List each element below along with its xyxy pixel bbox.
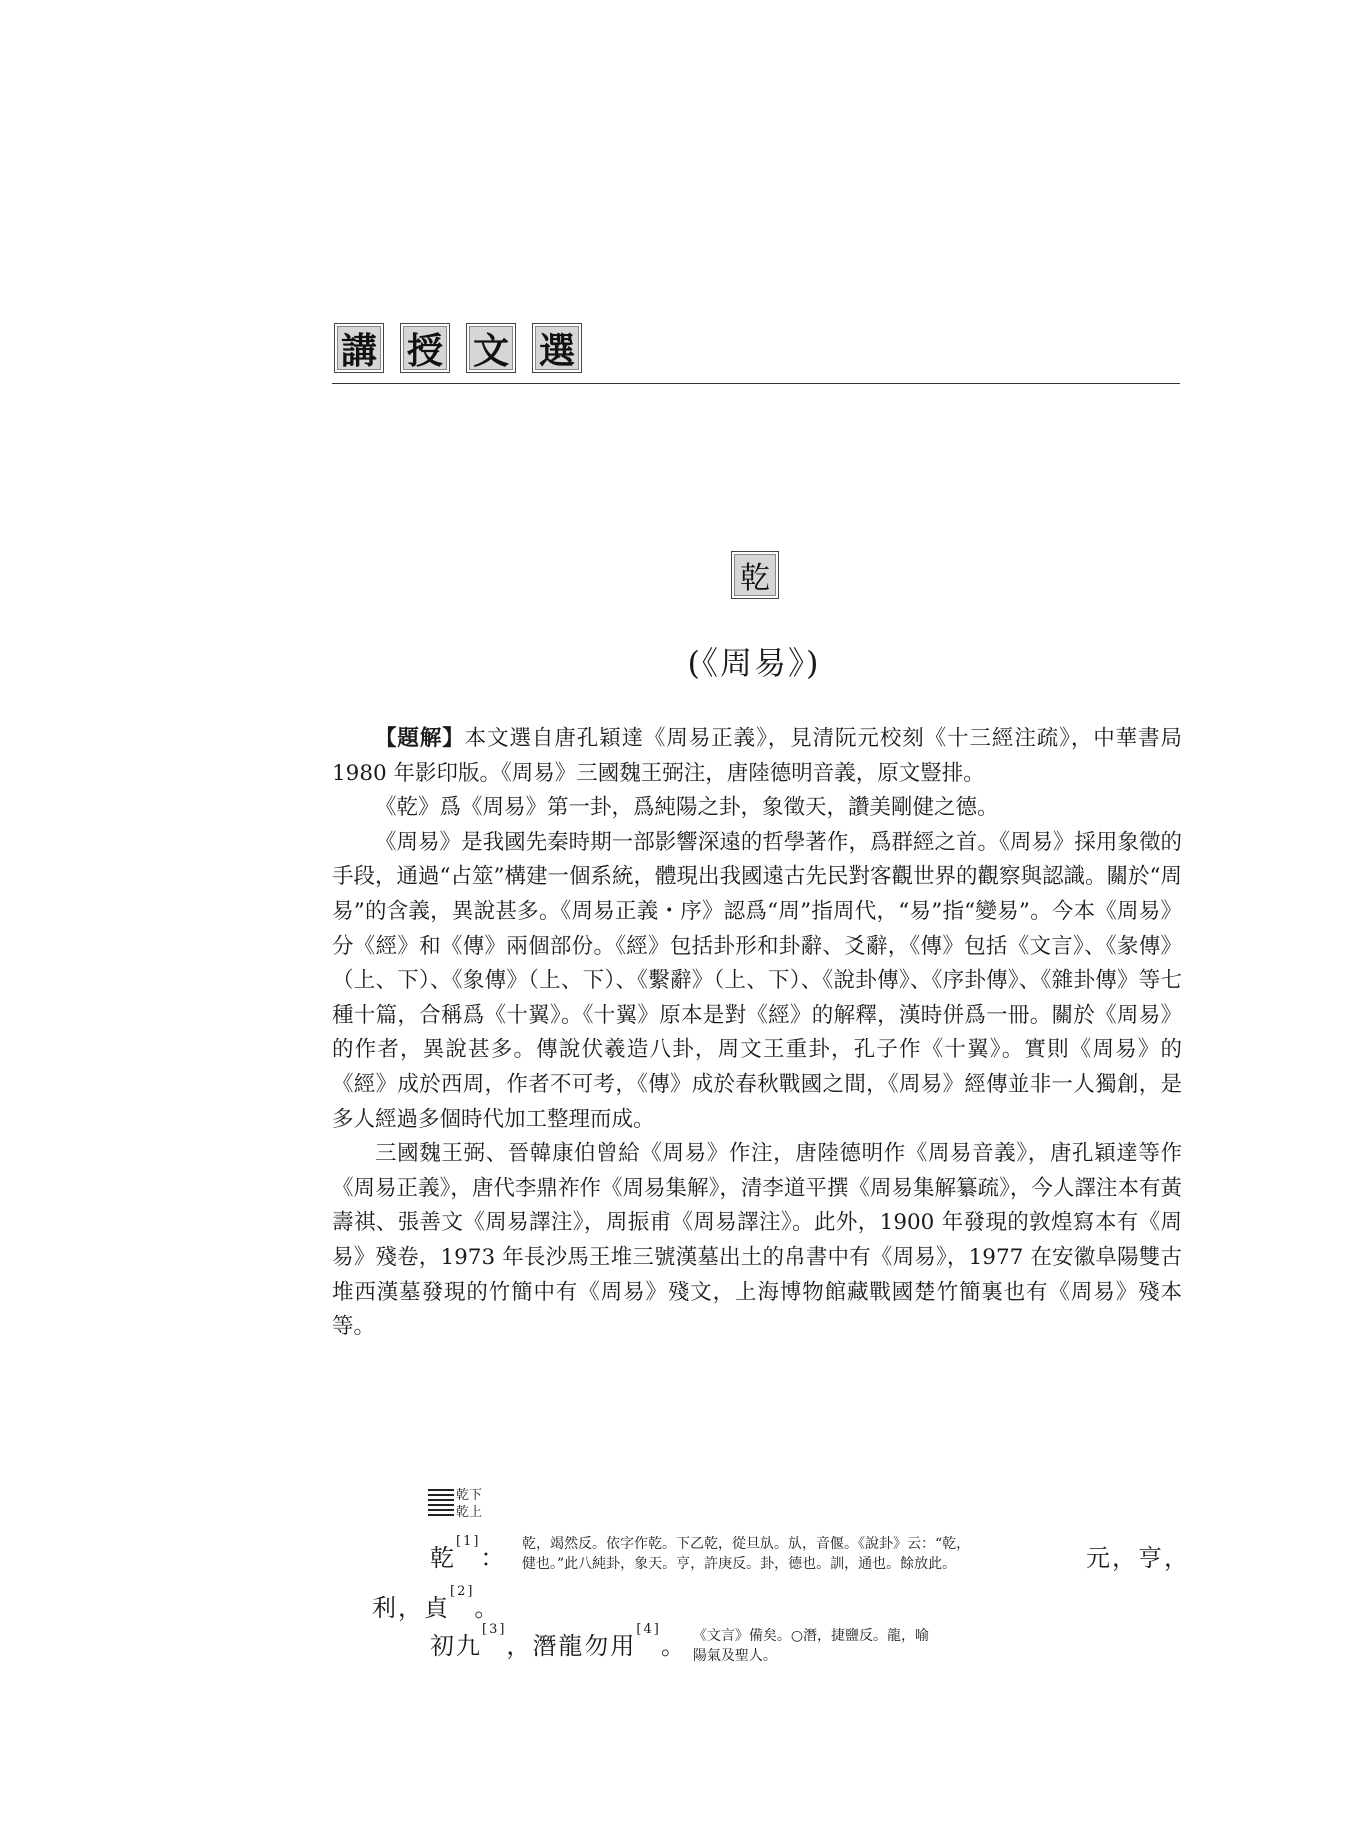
page-title: 乾 (731, 551, 779, 599)
yuan-heng: 元，亨， (1086, 1544, 1190, 1572)
li-zhen: 利，貞 (372, 1594, 450, 1622)
qianlong: ，潛龍勿用 (506, 1632, 637, 1660)
chujiu-text (430, 1622, 687, 1661)
header-char: 講 (334, 323, 384, 373)
section-header (334, 323, 582, 373)
trigram-labels (456, 1487, 482, 1521)
qian-char: 乾 (430, 1544, 456, 1572)
qianlong-end: 。 (660, 1632, 687, 1660)
body-text (332, 722, 1182, 1345)
classic-line-qian (430, 1534, 1190, 1578)
commentary-note: 《文言》備矣。○潛，捷鹽反。龍，喻陽氣及聖人。 (692, 1628, 930, 1664)
footnote-ref: [3] (482, 1622, 507, 1637)
paragraph-intro (332, 722, 1182, 791)
lower-trigram-label: 乾下 (456, 1488, 483, 1503)
classic-line-chujiu (430, 1622, 933, 1666)
page-subtitle: (《周易》) (687, 644, 821, 682)
paragraph: 三國魏王弼、晉韓康伯曾給《周易》作注，唐陸德明作《周易音義》，唐孔穎達等作《周易正義》，唐代李鼎祚作《周易集解》，清李道平撰《周易集解纂疏》，今人譯注本有黃壽祺、張善文《周易譯注》，周振甫《周易譯注》。此外，1900 年發現的敦煌寫本有《周易》殘卷，1973 年長沙馬王堆三號漢墓出土的帛書中有《周易》，1977 在安徽阜陽雙古堆西漢墓發現的竹簡中有《周易》殘文，上海博物館藏戰國楚竹簡裏也有《周易》殘本等。 (332, 1141, 1182, 1340)
qian-head (430, 1534, 507, 1573)
li-zhen-end: 。 (474, 1594, 501, 1622)
footnote-ref: [1] (456, 1534, 481, 1549)
header-divider (332, 383, 1180, 384)
classic-line-li (372, 1584, 501, 1623)
chujiu: 初九 (430, 1632, 482, 1660)
upper-trigram-label: 乾上 (456, 1505, 483, 1520)
footnote-ref: [2] (450, 1584, 475, 1599)
hexagram (428, 1487, 482, 1521)
header-char: 選 (532, 323, 582, 373)
header-char: 文 (466, 323, 516, 373)
intro-label: 【題解】 (375, 726, 465, 751)
commentary-note: 乾，竭然反。依字作乾。下乙乾，從旦㫃。㫃，音偃。《說卦》云：“乾，健也。”此八純卦，象天。亨，許庚反。卦，德也。訓，通也。餘放此。 (522, 1536, 971, 1572)
footnote-ref: [4] (636, 1622, 661, 1637)
intro-text: 本文選自唐孔穎達《周易正義》，見清阮元校刻《十三經注疏》，中華書局 1980 年影印版。《周易》三國魏王弼注，唐陸德明音義，原文豎排。 (332, 726, 1182, 786)
qian-colon: ： (480, 1544, 507, 1572)
paragraph: 《周易》是我國先秦時期一部影響深遠的哲學著作，爲群經之首。《周易》採用象徵的手段，通過“占筮”構建一個系統，體現出我國遠古先民對客觀世界的觀察與認識。關於“周易”的含義，異說甚多。《周易正義・序》認爲“周”指周代，“易”指“變易”。今本《周易》分《經》和《傳》兩個部份。《經》包括卦形和卦辭、爻辭，《傳》包括《文言》、《彖傳》（上、下）、《象傳》（上、下）、《繫辭》（上、下）、《說卦傳》、《序卦傳》、《雜卦傳》等七種十篇，合稱爲《十翼》。《十翼》原本是對《經》的解釋，漢時併爲一冊。關於《周易》的作者，異說甚多。傳說伏羲造八卦，周文王重卦，孔子作《十翼》。實則《周易》的《經》成於西周，作者不可考，《傳》成於春秋戰國之間，《周易》經傳並非一人獨創，是多人經過多個時代加工整理而成。 (332, 829, 1182, 1132)
hexagram-lines-icon (428, 1489, 454, 1519)
paragraph: 《乾》爲《周易》第一卦，爲純陽之卦，象徵天，讚美剛健之德。 (375, 795, 999, 821)
header-char: 授 (400, 323, 450, 373)
